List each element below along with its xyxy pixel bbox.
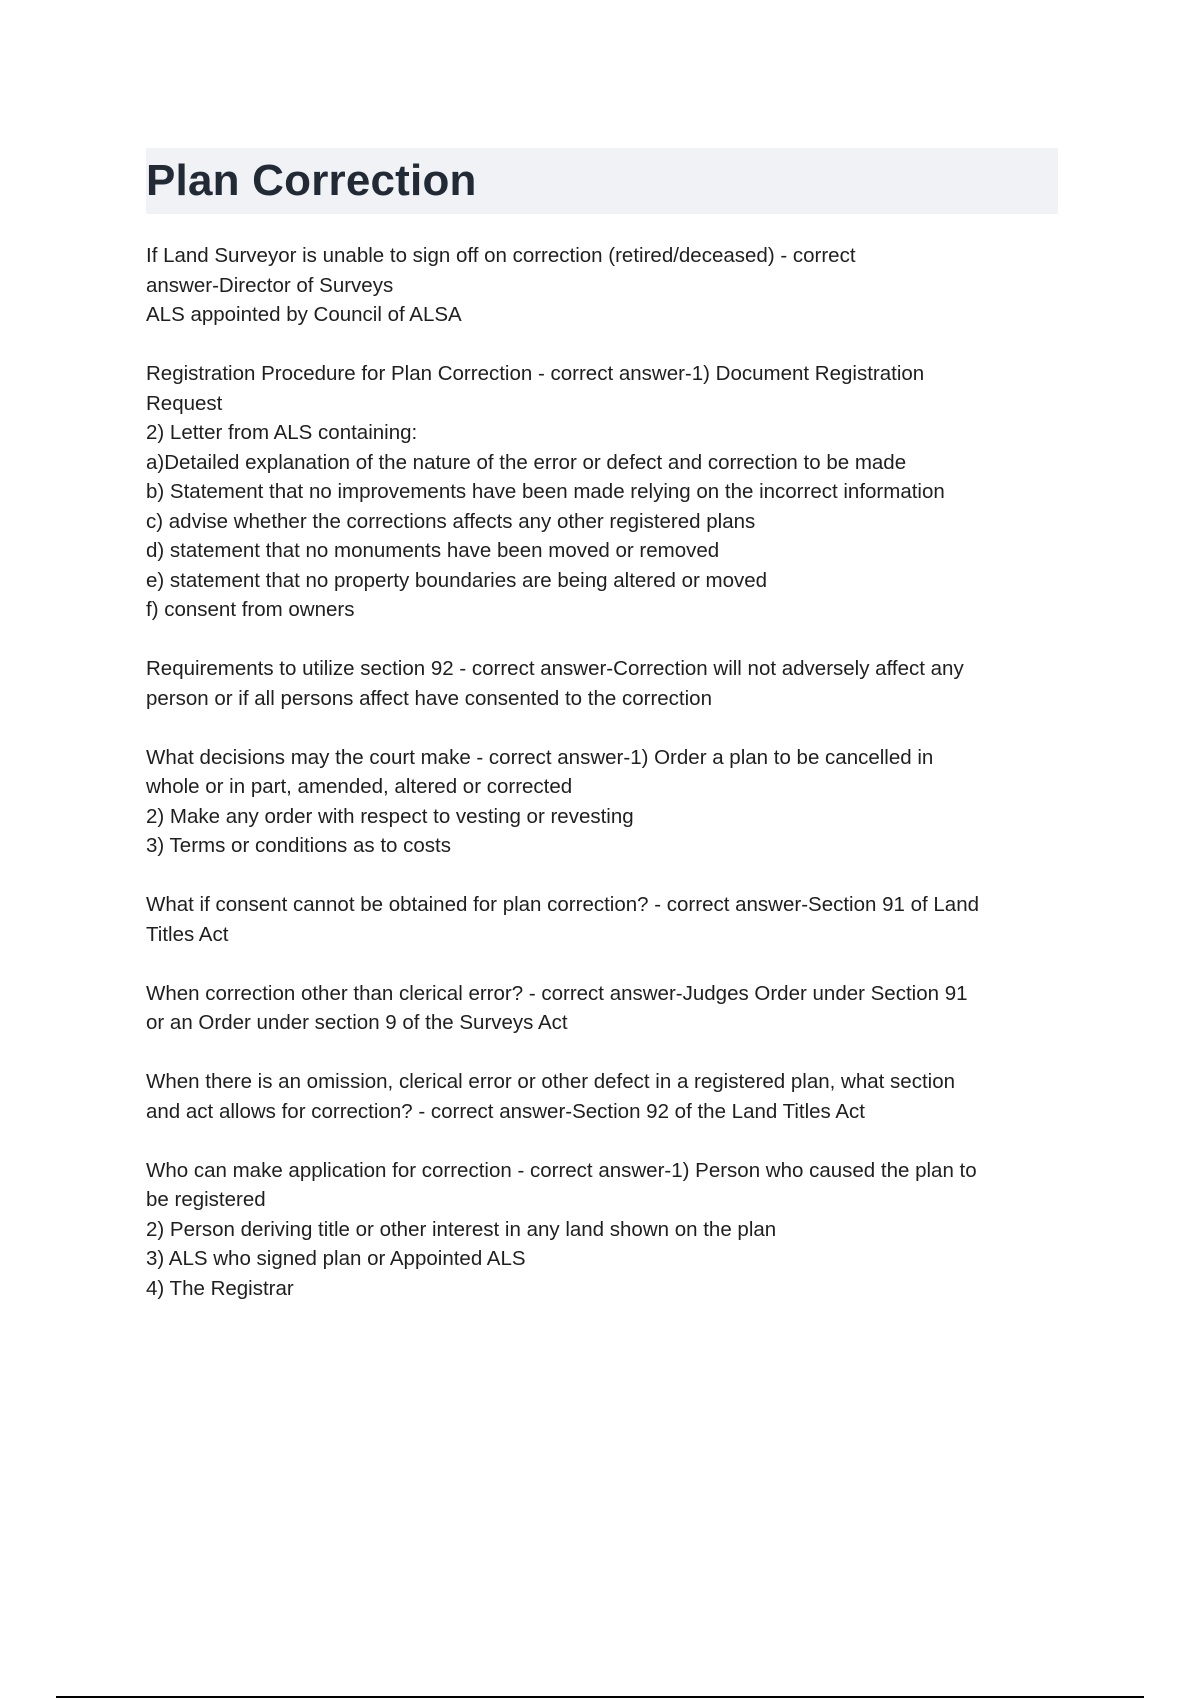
text-line: and act allows for correction? - correct answer-Section 92 of the Land Titles Act [146,1099,865,1123]
text-line: d) statement that no monuments have been moved or removed [146,539,720,562]
text-line: ALS appointed by Council of ALSA [146,303,462,326]
text-line: or an Order under section 9 of the Surveys Act [146,1011,568,1034]
document-body [146,241,1076,1333]
text-line: e) statement that no property boundaries are being altered or moved [146,568,768,592]
text-line: 2) Person deriving title or other interest in any land shown on the plan [146,1217,777,1241]
text-line: b) Statement that no improvements have been made relying on the incorrect information [146,480,945,503]
text-line: 3) ALS who signed plan or Appointed ALS [146,1247,526,1270]
text-line: person or if all persons affect have consented to the correction [146,686,712,710]
text-line: Who can make application for correction - correct answer-1) Person who caused the plan to [146,1158,977,1182]
text-line: 4) The Registrar [146,1276,294,1300]
text-line: answer-Director of Surveys [146,273,394,297]
footer-divider [56,1696,1144,1698]
qa-entry [146,1067,1076,1126]
text-line: Requirements to utilize section 92 - correct answer-Correction will not adversely affect any [146,657,964,680]
text-line: 2) Make any order with respect to vesting or revesting [146,804,634,828]
text-line: f) consent from owners [146,598,355,621]
text-line: be registered [146,1188,266,1211]
text-line: When there is an omission, clerical error or other defect in a registered plan, what section [146,1070,955,1093]
text-line: If Land Surveyor is unable to sign off on correction (retired/deceased) - correct [146,244,856,267]
text-line: 2) Letter from ALS containing: [146,421,418,444]
text-line: Titles Act [146,922,229,946]
qa-entry [146,359,1076,625]
text-line: What decisions may the court make - correct answer-1) Order a plan to be cancelled in [146,745,934,769]
qa-entry [146,979,1076,1038]
qa-entry [146,241,1076,330]
text-line: When correction other than clerical error? - correct answer-Judges Order under Section 91 [146,981,968,1005]
page-title: Plan Correction [146,156,477,205]
qa-entry [146,1156,1076,1304]
text-line: a)Detailed explanation of the nature of the error or defect and correction to be made [146,450,907,474]
qa-entry [146,654,1076,713]
text-line: Request [146,391,223,415]
text-line: Registration Procedure for Plan Correction - correct answer-1) Document Registration [146,362,925,385]
text-line: c) advise whether the corrections affects any other registered plans [146,509,756,533]
text-line: What if consent cannot be obtained for plan correction? - correct answer-Section 91 of Land [146,893,980,916]
qa-entry [146,890,1076,949]
qa-entry [146,743,1076,861]
title-bar [146,148,1058,214]
text-line: 3) Terms or conditions as to costs [146,834,451,857]
text-line: whole or in part, amended, altered or corrected [146,775,573,798]
